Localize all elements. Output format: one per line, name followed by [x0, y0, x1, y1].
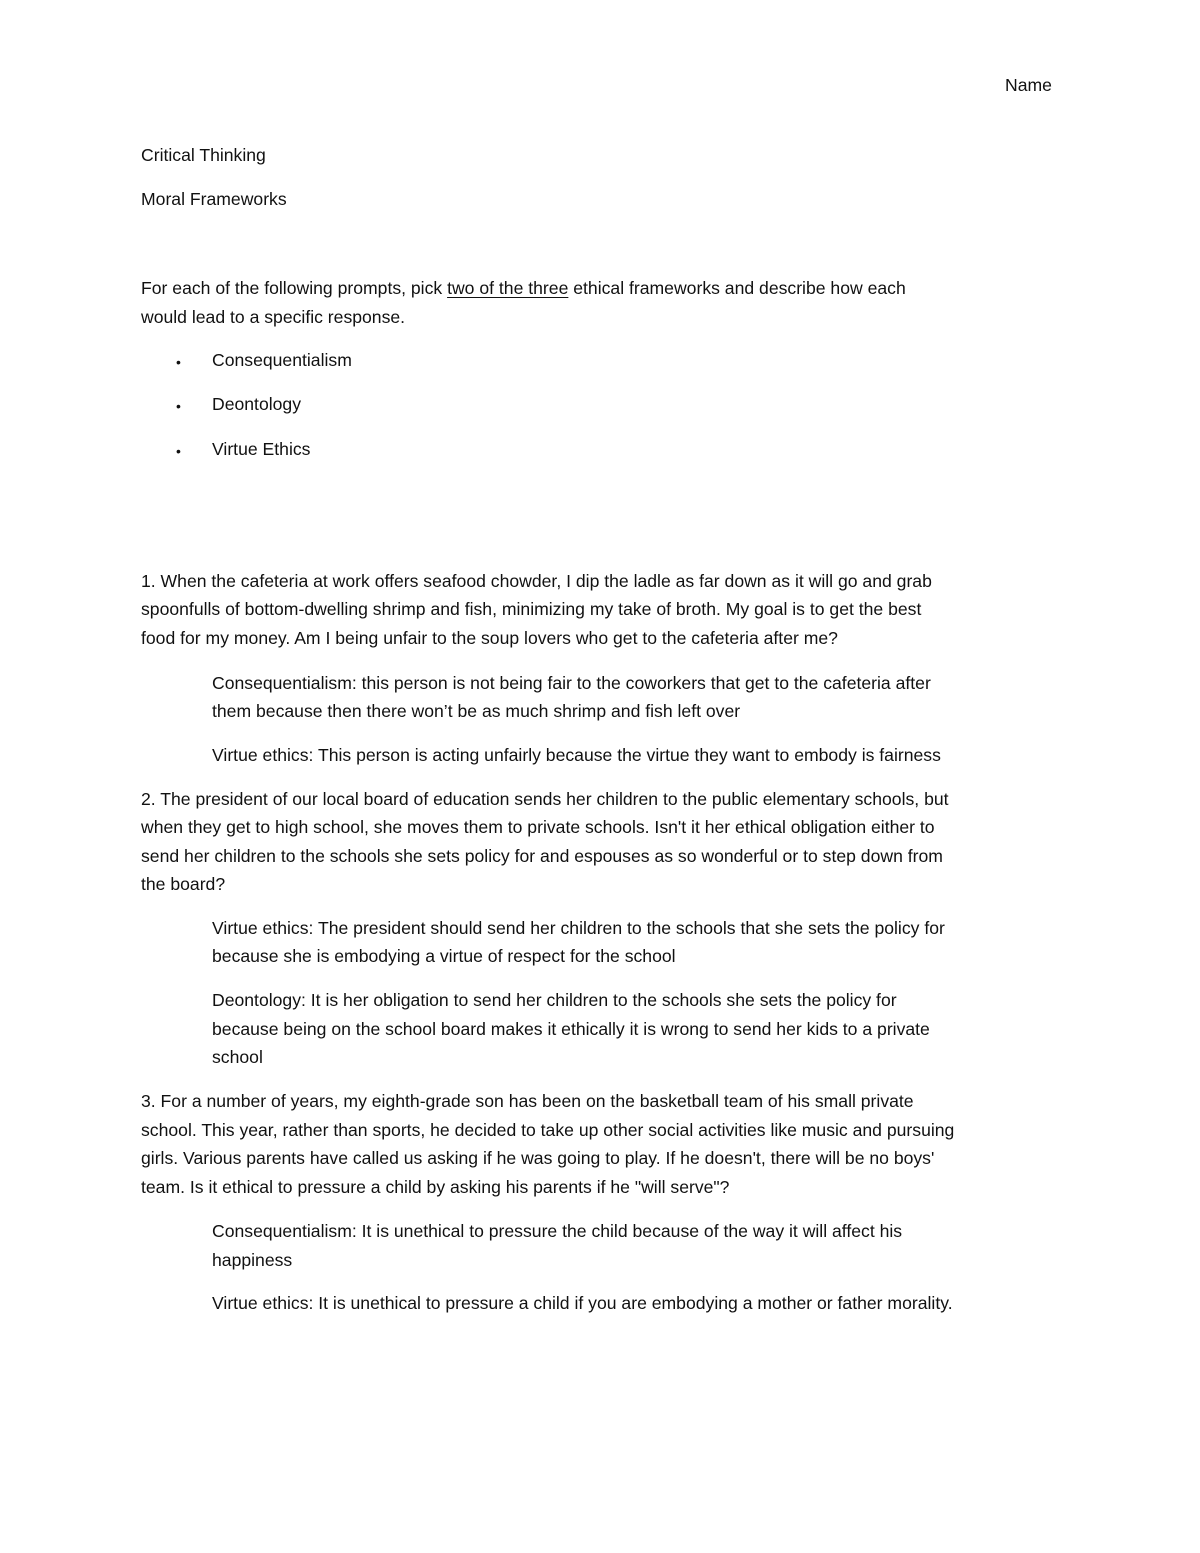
- question-line: when they get to high school, she moves them to private schools. Isn't it her ethical obligation either to: [141, 817, 935, 837]
- answer-line: Virtue ethics: The president should send her children to the schools that she sets the policy for: [212, 918, 945, 938]
- answer-line: because she is embodying a virtue of respect for the school: [212, 946, 676, 966]
- instructions-line-1: [141, 274, 906, 303]
- answer-line: happiness: [212, 1250, 293, 1270]
- question-line: send her children to the schools she sets policy for and espouses as so wonderful or to step down from: [141, 846, 943, 866]
- question-line: the board?: [141, 874, 226, 894]
- framework-label: Virtue Ethics: [212, 439, 311, 459]
- question-line: girls. Various parents have called us asking if he was going to play. If he doesn't, there will be no boys': [141, 1148, 935, 1168]
- question-line: school. This year, rather than sports, he decided to take up other social activities like music and pursuing: [141, 1120, 955, 1140]
- instructions-text-end: ethical frameworks and describe how each: [568, 278, 906, 298]
- bullet-icon: •: [176, 354, 181, 370]
- topic-title: Moral Frameworks: [141, 189, 287, 209]
- answer-line: Deontology: It is her obligation to send her children to the schools she sets the policy for: [212, 990, 897, 1010]
- question-line: 3. For a number of years, my eighth-grade son has been on the basketball team of his small private: [141, 1091, 914, 1111]
- answer-line: school: [212, 1047, 263, 1067]
- framework-label: Consequentialism: [212, 350, 352, 370]
- question-line: food for my money. Am I being unfair to the soup lovers who get to the cafeteria after me?: [141, 628, 838, 648]
- answer-line: them because then there won’t be as much shrimp and fish left over: [212, 701, 741, 721]
- bullet-icon: •: [176, 443, 181, 459]
- instructions-underlined: two of the three: [447, 278, 569, 298]
- question-line: 2. The president of our local board of education sends her children to the public elementary schools, but: [141, 789, 949, 809]
- framework-label: Deontology: [212, 394, 302, 414]
- instructions-line-2: would lead to a specific response.: [141, 307, 406, 327]
- question-line: team. Is it ethical to pressure a child by asking his parents if he "will serve"?: [141, 1177, 730, 1197]
- course-title: Critical Thinking: [141, 145, 266, 165]
- answer-line: because being on the school board makes it ethically it is wrong to send her kids to a private: [212, 1019, 930, 1039]
- question-line: 1. When the cafeteria at work offers seafood chowder, I dip the ladle as far down as it will go and grab: [141, 571, 932, 591]
- answer-line: Virtue ethics: This person is acting unfairly because the virtue they want to embody is fairness: [212, 745, 941, 765]
- answer-line: Consequentialism: It is unethical to pressure the child because of the way it will affect his: [212, 1221, 903, 1241]
- question-line: spoonfulls of bottom-dwelling shrimp and fish, minimizing my take of broth. My goal is to get the best: [141, 599, 922, 619]
- instructions-text: For each of the following prompts, pick: [141, 278, 448, 298]
- answer-line: Virtue ethics: It is unethical to pressure a child if you are embodying a mother or father morality.: [212, 1293, 953, 1313]
- answer-line: Consequentialism: this person is not being fair to the coworkers that get to the cafeteria after: [212, 673, 931, 693]
- name-label: Name: [1005, 75, 1052, 95]
- bullet-icon: •: [176, 398, 181, 414]
